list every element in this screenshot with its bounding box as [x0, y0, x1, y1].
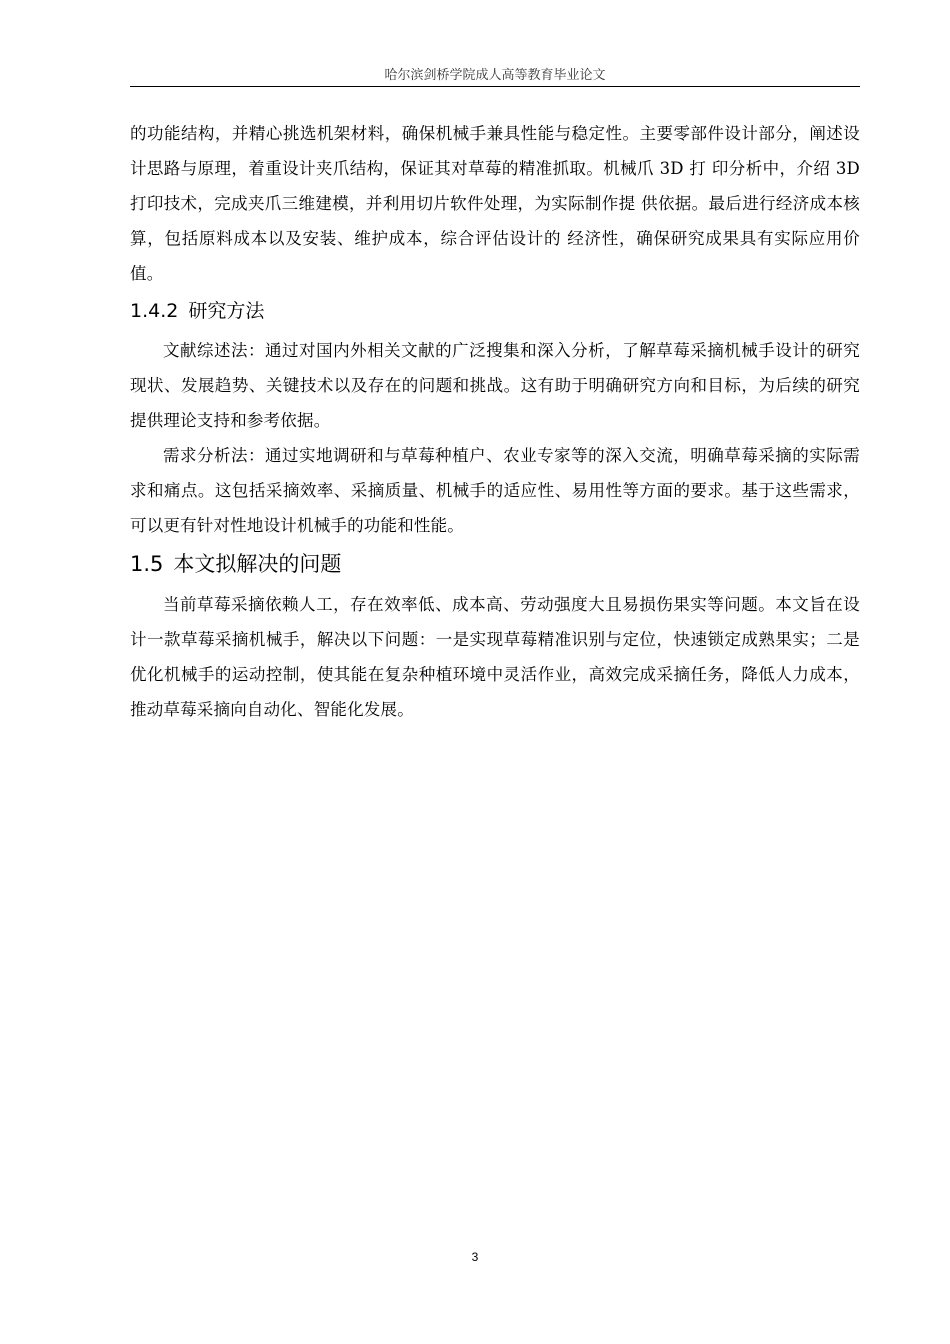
literature-review-paragraph: 文献综述法：通过对国内外相关文献的广泛搜集和深入分析，了解草莓采摘机械手设计的研究现状、发展趋势、关键技术以及存在的问题和挑战。这有助于明确研究方向和目标，为后续的研究提供理论支持和参考依据。: [130, 341, 860, 430]
section-title: 本文拟解决的问题: [173, 552, 342, 576]
page-number: 3: [471, 1250, 479, 1264]
intro-paragraph: 的功能结构，并精心挑选机架材料，确保机械手兼具性能与稳定性。主要零部件设计部分，阐述设计思路与原理，着重设计夹爪结构，保证其对草莓的精准抓取。机械爪 3D 打 印分析中，介绍 3D 打印技术，完成夹爪三维建模，并利用切片软件处理，为实际制作提 供依据。最后进行经济成本核算，包括原料成本以及安装、维护成本，综合评估设计的 经济性，确保研究成果具有实际应用价值。: [130, 124, 860, 283]
page-body: [130, 116, 860, 727]
section-heading-1-4-2: [130, 297, 860, 325]
problems-paragraph: 当前草莓采摘依赖人工，存在效率低、成本高、劳动强度大且易损伤果实等问题。本文旨在设计一款草莓采摘机械手，解决以下问题：一是实现草莓精准识别与定位，快速锁定成熟果实；二是优化机械手的运动控制，使其能在复杂种植环境中灵活作业，高效完成采摘任务，降低人力成本，推动草莓采摘向自动化、智能化发展。: [130, 595, 860, 719]
section-number: 1.5: [130, 552, 164, 576]
requirements-analysis-paragraph: 需求分析法：通过实地调研和与草莓种植户、农业专家等的深入交流，明确草莓采摘的实际需求和痛点。这包括采摘效率、采摘质量、机械手的适应性、易用性等方面的要求。基于这些需求，可以更有针对性地设计机械手的功能和性能。: [130, 446, 860, 535]
section-number: 1.4.2: [130, 300, 179, 322]
section-title: 研究方法: [188, 300, 265, 322]
section-heading-1-5: [130, 549, 860, 579]
running-header: 哈尔滨剑桥学院成人高等教育毕业论文: [384, 68, 606, 83]
header-rule: [130, 86, 860, 87]
